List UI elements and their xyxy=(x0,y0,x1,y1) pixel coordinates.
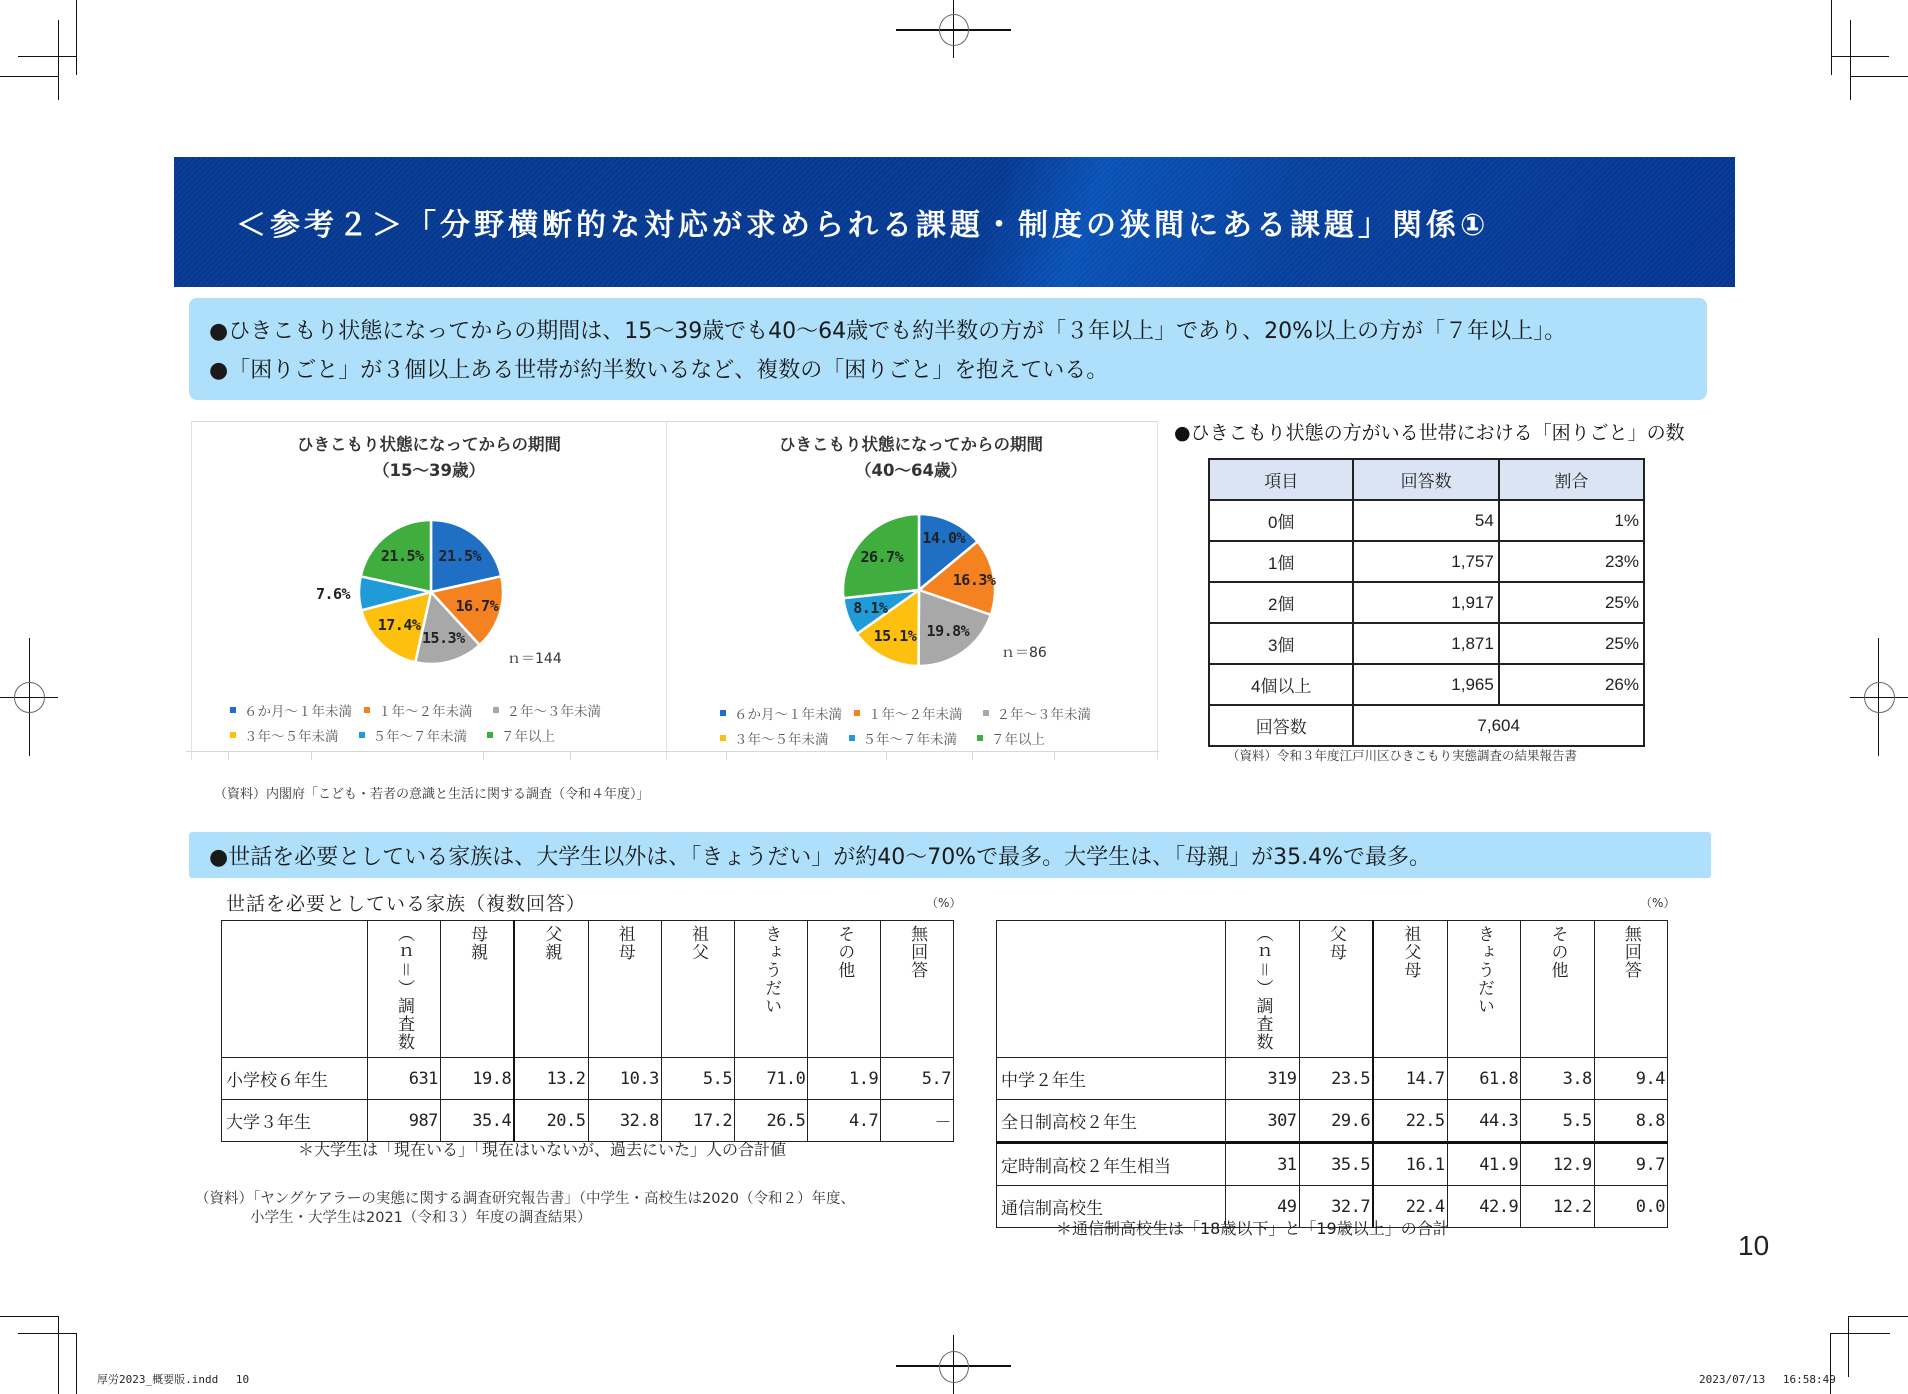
cell-value: 4.7 xyxy=(808,1100,881,1142)
care-left-footnote: ＊大学生は「現在いる」「現在はいないが、過去にいた」人の合計値 xyxy=(298,1140,787,1159)
column-header: きょうだい xyxy=(735,921,808,1058)
cell-value: 14.7 xyxy=(1373,1058,1447,1100)
legend-swatch-icon xyxy=(983,710,989,716)
chart-title: ひきこもり状態になってからの期間 （40～64歳） xyxy=(779,435,1043,480)
cell-value: 25% xyxy=(1499,623,1644,664)
cell-value: 35.4 xyxy=(440,1100,514,1142)
column-header: 無回答 xyxy=(1594,921,1667,1058)
cell-value: 987 xyxy=(368,1100,441,1142)
cell-value: 17.2 xyxy=(661,1100,734,1142)
chart-legend xyxy=(720,700,1103,750)
cell-value: 1% xyxy=(1499,500,1644,541)
cell-value: 32.7 xyxy=(1299,1186,1373,1228)
pie-data-label: 7.6% xyxy=(315,584,351,603)
cell-value: 25% xyxy=(1499,582,1644,623)
legend-item: １年～２年未満 xyxy=(364,697,473,722)
pie-source-note: （資料）内閣府「こども・若者の意識と生活に関する調査（令和４年度）」 xyxy=(214,787,650,802)
column-header: その他 xyxy=(808,921,881,1058)
row-label: 1個 xyxy=(1209,541,1353,582)
cell-value: 1,871 xyxy=(1353,623,1498,664)
cell-value: 12.9 xyxy=(1521,1143,1595,1186)
cell-value: 319 xyxy=(1226,1058,1299,1100)
cell-value: 19.8 xyxy=(440,1058,514,1100)
row-label: 0個 xyxy=(1209,500,1353,541)
page-header-band xyxy=(174,157,1735,287)
pie-data-label: 21.5% xyxy=(438,547,482,566)
cell-value: 16.1 xyxy=(1373,1143,1447,1186)
cell-value: 23.5 xyxy=(1299,1058,1373,1100)
summary-callout-top xyxy=(189,298,1707,400)
legend-item: ３年～５年未満 xyxy=(230,722,339,747)
cell-value: 71.0 xyxy=(735,1058,808,1100)
page-title: ＜参考２＞「分野横断的な対応が求められる課題・制度の狭間にある課題」関係① xyxy=(236,208,1490,243)
row-label: 定時制高校２年生相当 xyxy=(997,1143,1226,1186)
troubles-table-heading: ●ひきこもり状態の方がいる世帯における「困りごと」の数 xyxy=(1174,422,1685,444)
column-header: 父親 xyxy=(514,921,588,1058)
legend-swatch-icon xyxy=(487,732,493,738)
pie-data-label: 19.8% xyxy=(926,621,970,640)
summary-line-2: ●「困りごと」が３個以上ある世帯が約半数いるなど、複数の「困りごと」を抱えている。 xyxy=(209,358,1109,383)
legend-item: ５年～７年未満 xyxy=(849,725,958,750)
column-header: （ｎ＝）調査数 xyxy=(1226,921,1299,1058)
legend-swatch-icon xyxy=(230,707,236,713)
legend-item: ２年～３年未満 xyxy=(983,700,1092,725)
cell-value: 22.4 xyxy=(1373,1186,1447,1228)
row-label: 中学２年生 xyxy=(997,1058,1226,1100)
summary-callout-bottom xyxy=(189,832,1711,878)
row-label: 大学３年生 xyxy=(222,1100,368,1142)
cell-value: 44.3 xyxy=(1447,1100,1521,1143)
column-header: 祖母 xyxy=(588,921,661,1058)
table-row xyxy=(997,1143,1668,1186)
legend-item: ２年～３年未満 xyxy=(493,697,602,722)
legend-item: １年～２年未満 xyxy=(854,700,963,725)
column-header: （ｎ＝）調査数 xyxy=(368,921,441,1058)
table-row xyxy=(997,1100,1668,1143)
cell-value: 61.8 xyxy=(1447,1058,1521,1100)
summary-line: ●世話を必要としている家族は、大学生以外は、「きょうだい」が約40～70%で最多。大学生は、「母親」が35.4%で最多。 xyxy=(209,845,1431,870)
care-right-footnote: ＊通信制高校生は「18歳以下」と「19歳以上」の合計 xyxy=(1056,1219,1449,1238)
table-row xyxy=(1209,623,1644,664)
cell-value: 31 xyxy=(1226,1143,1299,1186)
legend-swatch-icon xyxy=(849,735,855,741)
cell-value: 8.8 xyxy=(1594,1100,1667,1143)
legend-swatch-icon xyxy=(364,707,370,713)
column-header: 項目 xyxy=(1209,459,1353,500)
cell-value: 26% xyxy=(1499,664,1644,705)
cell-value: 42.9 xyxy=(1447,1186,1521,1228)
legend-swatch-icon xyxy=(230,732,236,738)
total-value: 7,604 xyxy=(1353,705,1644,746)
column-header: 無回答 xyxy=(881,921,954,1058)
cell-value: 5.7 xyxy=(881,1058,954,1100)
table-row xyxy=(1209,541,1644,582)
care-table-junior-high-school xyxy=(996,920,1668,1228)
cell-value: 13.2 xyxy=(514,1058,588,1100)
legend-item: ５年～７年未満 xyxy=(359,722,468,747)
table-row xyxy=(222,1100,954,1142)
cell-value: 0.0 xyxy=(1594,1186,1667,1228)
troubles-count-table xyxy=(1208,458,1645,747)
pie-data-label: 8.1% xyxy=(853,599,888,618)
column-header: 母親 xyxy=(440,921,514,1058)
cell-value: 9.7 xyxy=(1594,1143,1667,1186)
cell-value: 1,757 xyxy=(1353,541,1498,582)
care-source-line-1: （資料）「ヤングケアラーの実態に関する調査研究報告書」（中学生・高校生は2020（令和２）年度、 xyxy=(195,1191,855,1207)
cell-value: 32.8 xyxy=(588,1100,661,1142)
pie-chart-15-39 xyxy=(191,421,667,760)
legend-item: ６か月～１年未満 xyxy=(720,700,842,725)
legend-swatch-icon xyxy=(359,732,365,738)
table-row xyxy=(1209,500,1644,541)
legend-swatch-icon xyxy=(493,707,499,713)
sample-size-label: ｎ＝86 xyxy=(1001,645,1047,661)
pie-chart-40-64 xyxy=(665,421,1158,760)
table-header-row xyxy=(1209,459,1644,500)
cell-value: 23% xyxy=(1499,541,1644,582)
pie-data-label: 21.5% xyxy=(380,547,424,566)
cell-value: 54 xyxy=(1353,500,1498,541)
sample-size-label: ｎ＝144 xyxy=(507,651,562,667)
column-header: 回答数 xyxy=(1353,459,1498,500)
column-header: 祖父母 xyxy=(1373,921,1447,1058)
table-total-row xyxy=(1209,705,1644,746)
summary-line-1: ●ひきこもり状態になってからの期間は、15～39歳でも40～64歳でも約半数の方が「３年以上」であり、20%以上の方が「７年以上」。 xyxy=(209,319,1567,344)
column-header: その他 xyxy=(1521,921,1595,1058)
row-label: 全日制高校２年生 xyxy=(997,1100,1226,1143)
chart-title: ひきこもり状態になってからの期間 （15～39歳） xyxy=(297,435,561,480)
care-table-elementary-university xyxy=(221,920,954,1142)
table-row xyxy=(997,1058,1668,1100)
page-number: 10 xyxy=(1738,1230,1770,1261)
legend-item: ７年以上 xyxy=(977,725,1045,750)
column-header: 父母 xyxy=(1299,921,1373,1058)
pie-data-label: 26.7% xyxy=(860,547,904,566)
column-header: 祖父 xyxy=(661,921,734,1058)
cell-value: 49 xyxy=(1226,1186,1299,1228)
legend-item: ７年以上 xyxy=(487,722,555,747)
row-label: 4個以上 xyxy=(1209,664,1353,705)
cell-value: 41.9 xyxy=(1447,1143,1521,1186)
pie-data-label: 16.7% xyxy=(455,597,499,616)
unit-label: （%） xyxy=(926,896,962,910)
cell-value: 1,965 xyxy=(1353,664,1498,705)
pie-data-label: 14.0% xyxy=(922,528,966,547)
cell-value: 307 xyxy=(1226,1100,1299,1143)
cell-value: 9.4 xyxy=(1594,1058,1667,1100)
table-row xyxy=(1209,664,1644,705)
legend-swatch-icon xyxy=(720,735,726,741)
total-label: 回答数 xyxy=(1209,705,1353,746)
footer-timestamp: 2023/07/13 16:58:49 xyxy=(1699,1373,1836,1386)
cell-value: 1,917 xyxy=(1353,582,1498,623)
cell-value: 35.5 xyxy=(1299,1143,1373,1186)
table-row xyxy=(222,1058,954,1100)
row-label: 小学校６年生 xyxy=(222,1058,368,1100)
care-table-title: 世話を必要としている家族（複数回答） xyxy=(226,893,587,915)
legend-swatch-icon xyxy=(720,710,726,716)
cell-value: 3.8 xyxy=(1521,1058,1595,1100)
cell-value: 29.6 xyxy=(1299,1100,1373,1143)
chart-baseline xyxy=(186,751,1159,760)
cell-value: 5.5 xyxy=(1521,1100,1595,1143)
table-row xyxy=(1209,582,1644,623)
column-header: 割合 xyxy=(1499,459,1644,500)
cell-value: 10.3 xyxy=(588,1058,661,1100)
cell-value: 5.5 xyxy=(661,1058,734,1100)
cell-value: 26.5 xyxy=(735,1100,808,1142)
corner-cell xyxy=(997,921,1226,1058)
cell-value: 12.2 xyxy=(1521,1186,1595,1228)
row-label: 通信制高校生 xyxy=(997,1186,1226,1228)
cell-value: 22.5 xyxy=(1373,1100,1447,1143)
pie-data-label: 15.1% xyxy=(873,627,917,646)
legend-swatch-icon xyxy=(854,710,860,716)
chart-legend xyxy=(230,697,613,747)
row-label: 3個 xyxy=(1209,623,1353,664)
unit-label: （%） xyxy=(1640,896,1676,910)
care-source-line-2: 小学生・大学生は2021（令和３）年度の調査結果） xyxy=(250,1210,592,1226)
pie-data-label: 17.4% xyxy=(377,616,421,635)
cell-value: 1.9 xyxy=(808,1058,881,1100)
pie-data-label: 15.3% xyxy=(422,629,465,648)
footer-filename: 厚労2023_概要版.indd 10 xyxy=(97,1373,250,1386)
column-header: きょうだい xyxy=(1447,921,1521,1058)
pie-data-label: 16.3% xyxy=(952,571,996,590)
legend-item: ６か月～１年未満 xyxy=(230,697,352,722)
corner-cell xyxy=(222,921,368,1058)
legend-item: ３年～５年未満 xyxy=(720,725,829,750)
troubles-source-note: （資料）令和３年度江戸川区ひきこもり実態調査の結果報告書 xyxy=(1227,748,1578,763)
cell-value: 20.5 xyxy=(514,1100,588,1142)
cell-value: － xyxy=(881,1100,954,1142)
legend-swatch-icon xyxy=(977,735,983,741)
row-label: 2個 xyxy=(1209,582,1353,623)
cell-value: 631 xyxy=(368,1058,441,1100)
